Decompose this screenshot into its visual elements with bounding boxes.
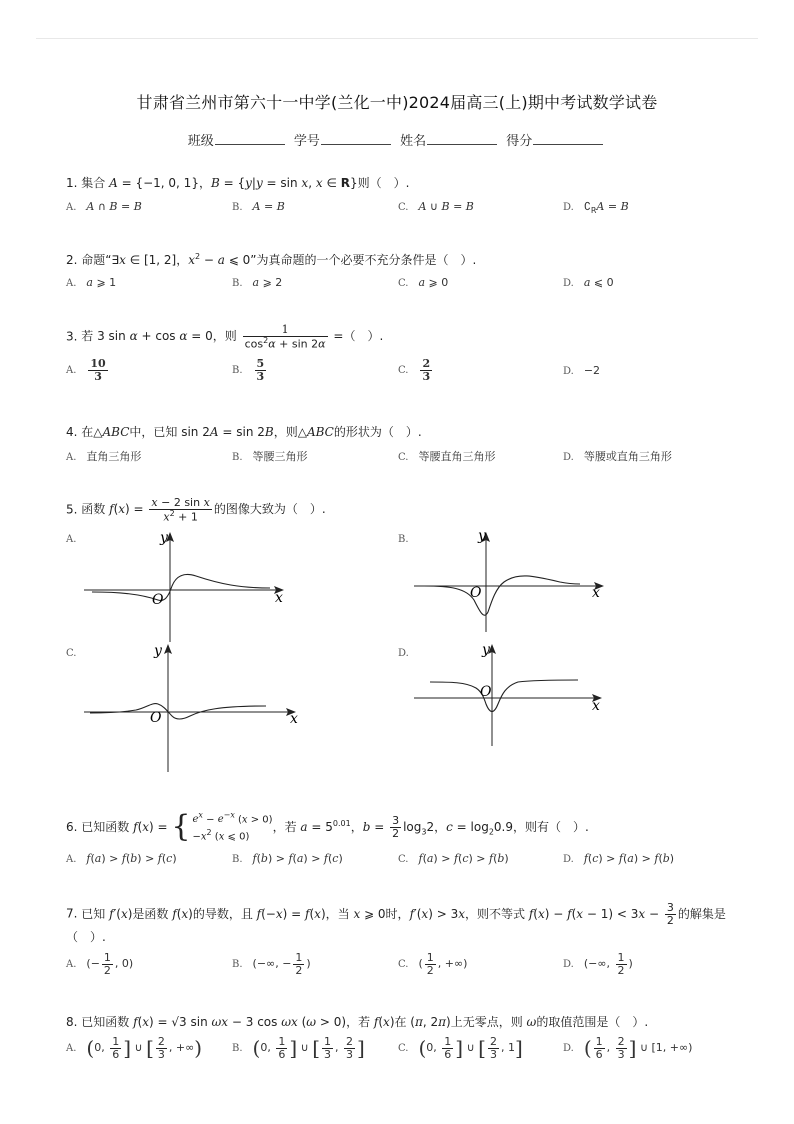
q4-option-b[interactable]: B. 等腰三角形 <box>232 450 308 463</box>
question-2-text: 命题“∃x ∈ [1, 2]，$x^2 - a$ ⩽ 0”为真命题的一个必要不充分条件是（ ）. <box>81 252 477 267</box>
question-number: 7. <box>66 906 78 921</box>
q3-option-d[interactable]: D. −2 <box>563 364 601 377</box>
q6-option-c[interactable]: C. f(a) > f(c) > f(b) <box>398 852 509 865</box>
question-4 <box>66 423 422 440</box>
x-axis-label: x <box>275 590 283 606</box>
q2-option-d[interactable]: D. a ⩽ 0 <box>563 276 614 289</box>
q5-option-b-label[interactable]: B. <box>398 534 409 545</box>
y-axis-label: y <box>478 528 486 544</box>
question-number: 1. <box>66 176 78 190</box>
question-1-text: 集合 A = {−1, 0, 1}，B = {y|y = sin x, x ∈ R}则（ ）. <box>81 176 410 190</box>
question-5-text: 函数 f(x) = $\frac{\text{x − 2 sin x}}{x^2 + 1}$ 的图像大致为（ ）. <box>81 496 326 524</box>
id-blank[interactable] <box>321 134 391 145</box>
q7-option-c[interactable]: C. ( $\frac{1}{2}$ , +∞) <box>398 951 468 977</box>
name-label: 姓名 <box>400 134 427 149</box>
question-3 <box>66 324 383 350</box>
question-7-text: 已知 f′(x)是函数 f(x)的导数，且 f(−x) = f(x)，当 x ⩾ 0时，f′(x) > 3x，则不等式 f(x) − f(x − 1) < 3x − $\frac{3}{2}$ 的解集是（ ）. <box>66 901 726 945</box>
y-axis-label: y <box>154 643 162 659</box>
q3-option-b[interactable]: B. $\frac{5}{3}$ <box>232 357 265 383</box>
score-label: 得分 <box>506 134 533 149</box>
q8-option-c[interactable]: C. (0, $\frac{1}{6}$ ] ∪ [ $\frac{2}{3}$ , 1] <box>398 1035 523 1061</box>
question-7 <box>66 902 726 948</box>
q2-option-a[interactable]: A. a ⩾ 1 <box>66 276 117 289</box>
id-label: 学号 <box>293 134 320 149</box>
score-blank[interactable] <box>533 134 603 145</box>
question-number: 4. <box>66 425 78 439</box>
q7-option-d[interactable]: D. (−∞, $\frac{1}{2}$ ) <box>563 951 633 977</box>
x-axis-label: x <box>592 585 600 601</box>
q5-option-d-label[interactable]: D. <box>398 648 409 659</box>
origin-label: O <box>470 585 482 601</box>
q8-option-b[interactable]: B. (0, $\frac{1}{6}$ ] ∪ [ $\frac{1}{3}$ , $\frac{2}{3}$ ] <box>232 1035 365 1061</box>
question-3-text: 若 3 sin α + cos α = 0，则 $\frac{1}{\cos^2\alpha + \sin 2\alpha}$ =（ ）. <box>81 323 384 351</box>
question-number: 8. <box>66 1015 78 1029</box>
origin-label: O <box>152 592 164 608</box>
q2-option-b[interactable]: B. a ⩾ 2 <box>232 276 283 289</box>
name-blank[interactable] <box>427 134 497 145</box>
class-blank[interactable] <box>215 134 285 145</box>
class-label: 班级 <box>187 134 214 149</box>
q5-graph-a[interactable] <box>80 528 290 646</box>
question-number: 3. <box>66 329 78 344</box>
q5-option-a-label[interactable]: A. <box>66 534 77 545</box>
q1-option-b[interactable]: B. A = B <box>232 200 285 213</box>
y-axis-label: y <box>482 642 490 658</box>
page-title: 甘肃省兰州市第六十一中学(兰化一中)2024届高三(上)期中考试数学试卷 <box>136 93 658 112</box>
q6-option-a[interactable]: A. f(a) > f(b) > f(c) <box>66 852 177 865</box>
origin-label: O <box>480 684 492 700</box>
q4-option-c[interactable]: C. 等腰直角三角形 <box>398 450 496 463</box>
x-axis-label: x <box>290 711 298 727</box>
q5-graph-b[interactable] <box>410 528 610 636</box>
q1-option-d[interactable]: D. $∁_RA = B$ <box>563 200 629 216</box>
q1-option-a[interactable]: A. A ∩ B = B <box>66 200 142 213</box>
student-info <box>0 130 794 149</box>
question-1 <box>66 174 409 191</box>
question-5 <box>66 497 326 523</box>
q6-option-b[interactable]: B. f(b) > f(a) > f(c) <box>232 852 343 865</box>
question-4-text: 在△ABC中，已知 sin 2A = sin 2B，则△ABC的形状为（ ）. <box>81 425 422 439</box>
question-6-text: 已知函数 f(x) = { $e^x - e^{-x}$ (x > 0) $-x^2$ (x ⩽ 0) ，若 $a = 5^{0.01}$，b = $\frac{3}{2}$ $\log_32$，$c = \log_20.9$，则有（ ）. <box>81 809 589 845</box>
q8-option-d[interactable]: D. ( $\frac{1}{6}$ , $\frac{2}{3}$ ] ∪ [1, +∞) <box>563 1035 693 1061</box>
question-number: 2. <box>66 253 78 267</box>
q1-option-c[interactable]: C. A ∪ B = B <box>398 200 474 213</box>
q3-option-c[interactable]: C. $\frac{2}{3}$ <box>398 357 431 383</box>
q8-option-a[interactable]: A. (0, $\frac{1}{6}$ ] ∪ [ $\frac{2}{3}$ , +∞) <box>66 1035 203 1061</box>
question-8 <box>66 1013 648 1030</box>
q7-option-b[interactable]: B. (−∞, − $\frac{1}{2}$ ) <box>232 951 311 977</box>
question-6 <box>66 810 589 845</box>
header-rule <box>36 38 758 39</box>
q5-graph-d[interactable] <box>410 640 610 750</box>
x-axis-label: x <box>592 698 600 714</box>
q5-option-c-label[interactable]: C. <box>66 648 77 659</box>
q4-option-d[interactable]: D. 等腰或直角三角形 <box>563 450 672 463</box>
q3-option-a[interactable]: A. $\frac{10}{3}$ <box>66 357 106 383</box>
question-2 <box>66 251 476 268</box>
question-number: 6. <box>66 819 78 834</box>
y-axis-label: y <box>160 530 168 546</box>
q7-option-a[interactable]: A. (− $\frac{1}{2}$ , 0) <box>66 951 134 977</box>
q2-option-c[interactable]: C. a ⩾ 0 <box>398 276 449 289</box>
q6-option-d[interactable]: D. f(c) > f(a) > f(b) <box>563 852 675 865</box>
question-8-text: 已知函数 f(x) = √3 sin ωx − 3 cos ωx (ω > 0)，若 f(x)在 (π, 2π)上无零点，则 ω的取值范围是（ ）. <box>81 1015 649 1029</box>
question-number: 5. <box>66 502 78 517</box>
origin-label: O <box>150 710 162 726</box>
q5-graph-c[interactable] <box>80 640 302 774</box>
q4-option-a[interactable]: A. 直角三角形 <box>66 450 142 463</box>
